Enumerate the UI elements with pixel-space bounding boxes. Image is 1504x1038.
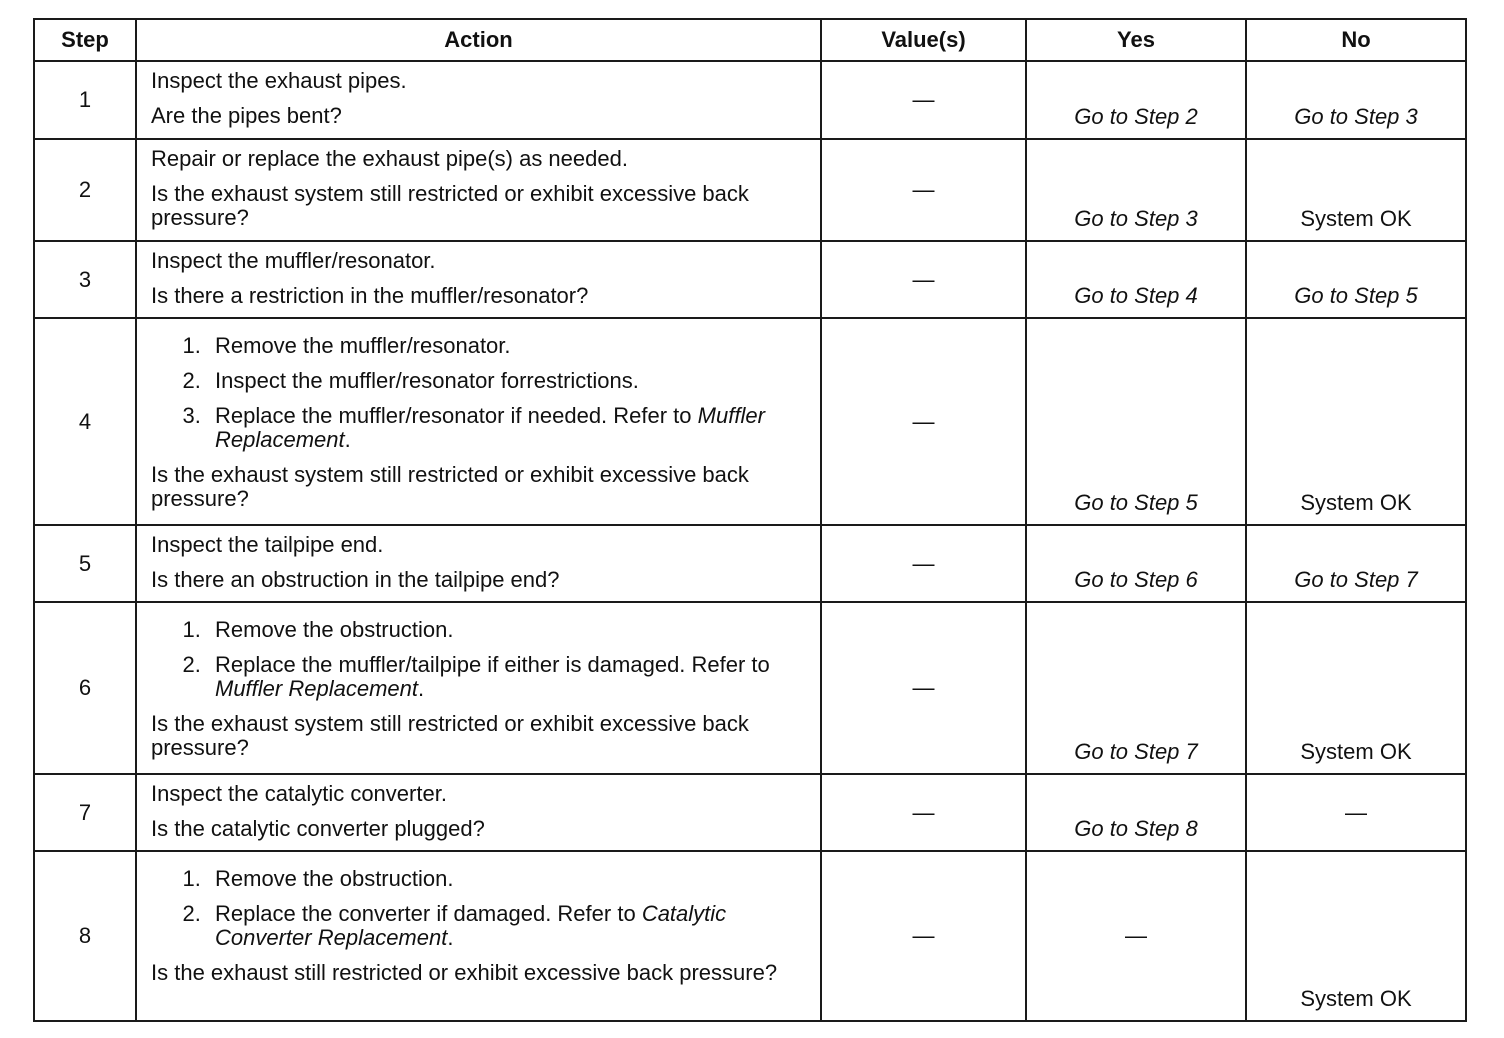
value-cell: — bbox=[821, 318, 1026, 525]
action-cell bbox=[136, 774, 821, 851]
value-cell: — bbox=[821, 139, 1026, 241]
yes-cell: Go to Step 6 bbox=[1026, 525, 1246, 602]
step-number: 7 bbox=[34, 774, 136, 851]
table-row bbox=[34, 851, 1466, 1021]
list-item: 2. Replace the converter if damaged. Refer to Catalytic Converter Replacement. bbox=[207, 902, 808, 950]
step-number: 1 bbox=[34, 61, 136, 139]
yes-cell: Go to Step 5 bbox=[1026, 318, 1246, 525]
table-row bbox=[34, 525, 1466, 602]
action-cell bbox=[136, 525, 821, 602]
no-cell: Go to Step 7 bbox=[1246, 525, 1466, 602]
action-intro: Repair or replace the exhaust pipe(s) as needed. bbox=[151, 146, 628, 171]
list-item-text: Replace the muffler/tailpipe if either is damaged. Refer to bbox=[215, 652, 770, 677]
header-yes: Yes bbox=[1026, 19, 1246, 61]
reference-link: Muffler Replacement bbox=[215, 403, 765, 452]
list-item: 1. Remove the obstruction. bbox=[207, 867, 808, 891]
action-steps-list bbox=[151, 334, 808, 452]
step-number: 8 bbox=[34, 851, 136, 1021]
action-question: Is the exhaust system still restricted or exhibit excessive back pressure? bbox=[151, 181, 749, 230]
action-question: Is the exhaust still restricted or exhibit excessive back pressure? bbox=[151, 960, 778, 985]
step-number: 2 bbox=[34, 139, 136, 241]
header-no: No bbox=[1246, 19, 1466, 61]
value-cell: — bbox=[821, 774, 1026, 851]
no-cell: System OK bbox=[1246, 318, 1466, 525]
no-cell: System OK bbox=[1246, 602, 1466, 774]
reference-link: Catalytic Converter Replacement bbox=[215, 901, 727, 950]
yes-cell: Go to Step 8 bbox=[1026, 774, 1246, 851]
action-steps-list bbox=[151, 867, 808, 950]
table-row bbox=[34, 241, 1466, 318]
yes-cell: Go to Step 7 bbox=[1026, 602, 1246, 774]
list-item: 1. Remove the obstruction. bbox=[207, 618, 808, 642]
step-number: 5 bbox=[34, 525, 136, 602]
header-step: Step bbox=[34, 19, 136, 61]
action-steps-list bbox=[151, 618, 808, 701]
no-cell: System OK bbox=[1246, 851, 1466, 1021]
list-item: 3. Replace the muffler/resonator if needed. Refer to Muffler Replacement. bbox=[207, 404, 808, 452]
no-cell: — bbox=[1246, 774, 1466, 851]
yes-cell: Go to Step 2 bbox=[1026, 61, 1246, 139]
yes-cell: Go to Step 3 bbox=[1026, 139, 1246, 241]
table-row bbox=[34, 318, 1466, 525]
reference-link: Muffler Replacement bbox=[215, 676, 418, 701]
yes-cell: — bbox=[1026, 851, 1246, 1021]
diagnostic-table bbox=[33, 18, 1467, 1022]
table-row bbox=[34, 774, 1466, 851]
table-header-row bbox=[34, 19, 1466, 61]
header-action: Action bbox=[136, 19, 821, 61]
no-cell: Go to Step 3 bbox=[1246, 61, 1466, 139]
action-cell bbox=[136, 139, 821, 241]
value-cell: — bbox=[821, 851, 1026, 1021]
table-row bbox=[34, 139, 1466, 241]
action-question: Is there a restriction in the muffler/resonator? bbox=[151, 283, 589, 308]
action-intro: Inspect the exhaust pipes. bbox=[151, 68, 407, 93]
action-intro: Inspect the tailpipe end. bbox=[151, 532, 384, 557]
action-cell bbox=[136, 61, 821, 139]
list-item-text: Replace the converter if damaged. Refer to bbox=[215, 901, 636, 926]
action-intro: Inspect the muffler/resonator. bbox=[151, 248, 436, 273]
value-cell: — bbox=[821, 602, 1026, 774]
value-cell: — bbox=[821, 61, 1026, 139]
step-number: 6 bbox=[34, 602, 136, 774]
action-cell bbox=[136, 241, 821, 318]
no-cell: Go to Step 5 bbox=[1246, 241, 1466, 318]
list-item-text: Replace the muffler/resonator if needed. Refer to bbox=[215, 403, 692, 428]
action-cell bbox=[136, 602, 821, 774]
action-cell bbox=[136, 318, 821, 525]
table-row bbox=[34, 61, 1466, 139]
action-question: Are the pipes bent? bbox=[151, 103, 342, 128]
action-question: Is the exhaust system still restricted or exhibit excessive back pressure? bbox=[151, 462, 749, 511]
value-cell: — bbox=[821, 525, 1026, 602]
action-cell bbox=[136, 851, 821, 1021]
list-item: 2. Replace the muffler/tailpipe if either is damaged. Refer to Muffler Replacement. bbox=[207, 653, 808, 701]
step-number: 4 bbox=[34, 318, 136, 525]
yes-cell: Go to Step 4 bbox=[1026, 241, 1246, 318]
action-question: Is there an obstruction in the tailpipe end? bbox=[151, 567, 560, 592]
action-intro: Inspect the catalytic converter. bbox=[151, 781, 447, 806]
step-number: 3 bbox=[34, 241, 136, 318]
header-values: Value(s) bbox=[821, 19, 1026, 61]
action-question: Is the exhaust system still restricted or exhibit excessive back pressure? bbox=[151, 711, 749, 760]
no-cell: System OK bbox=[1246, 139, 1466, 241]
list-item: 2. Inspect the muffler/resonator forrestrictions. bbox=[207, 369, 808, 393]
action-question: Is the catalytic converter plugged? bbox=[151, 816, 485, 841]
value-cell: — bbox=[821, 241, 1026, 318]
list-item: 1. Remove the muffler/resonator. bbox=[207, 334, 808, 358]
table-row bbox=[34, 602, 1466, 774]
